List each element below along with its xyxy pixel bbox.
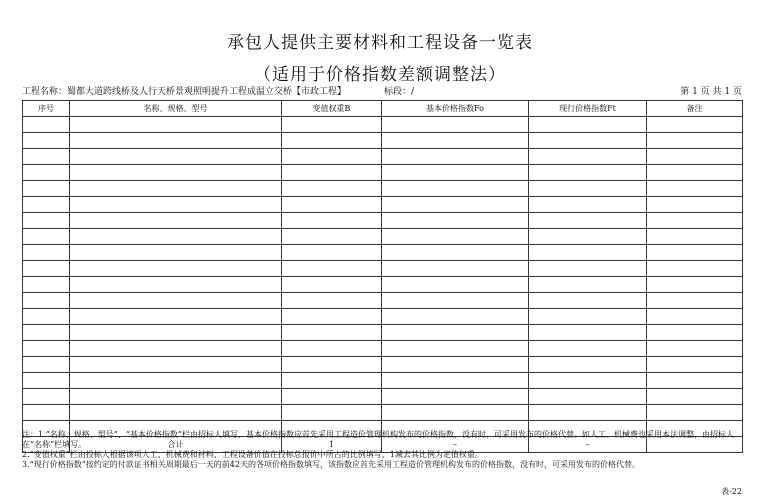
table-cell	[529, 405, 647, 421]
table-cell	[282, 325, 382, 341]
table-cell	[382, 149, 529, 165]
table-cell	[529, 133, 647, 149]
table-cell	[382, 261, 529, 277]
table-cell	[23, 309, 70, 325]
table-cell	[529, 341, 647, 357]
table-cell	[70, 133, 282, 149]
table-cell	[529, 181, 647, 197]
table-cell	[70, 213, 282, 229]
table-cell	[647, 133, 743, 149]
table-row	[23, 245, 743, 261]
table-cell	[647, 149, 743, 165]
table-cell	[282, 357, 382, 373]
table-cell	[70, 165, 282, 181]
table-cell	[382, 213, 529, 229]
table-cell	[382, 325, 529, 341]
header-cell: 基本价格指数Fo	[382, 101, 529, 117]
table-cell	[282, 341, 382, 357]
table-cell	[382, 117, 529, 133]
table-cell	[647, 325, 743, 341]
table-cell	[382, 341, 529, 357]
table-cell	[647, 117, 743, 133]
total-label: 合计	[70, 437, 282, 453]
table-cell	[23, 181, 70, 197]
table-cell	[647, 357, 743, 373]
table-cell	[382, 293, 529, 309]
table-cell	[529, 309, 647, 325]
table-cell	[382, 181, 529, 197]
table-body	[23, 117, 743, 453]
table-cell	[647, 213, 743, 229]
table-cell	[282, 117, 382, 133]
table-cell	[70, 245, 282, 261]
table-cell	[382, 245, 529, 261]
table-cell	[70, 261, 282, 277]
table-row	[23, 373, 743, 389]
table-cell	[529, 197, 647, 213]
table-cell	[382, 357, 529, 373]
table-row	[23, 197, 743, 213]
table-cell	[70, 405, 282, 421]
project-name: 蜀都大道跨线桥及人行天桥景观照明提升工程成温立交桥【市政工程】	[67, 87, 347, 97]
table-cell	[23, 133, 70, 149]
table-row	[23, 293, 743, 309]
table-row	[23, 277, 743, 293]
table-cell	[529, 261, 647, 277]
table-cell	[282, 165, 382, 181]
table-cell	[529, 373, 647, 389]
table-cell	[282, 245, 382, 261]
table-cell	[382, 165, 529, 181]
note-3: 3.“现行价格指数”按约定的付款证书相关周期最后一天的前42天的各项价格指数填写，该指数应首先采用工程造价管理机构发布的价格指数，没有时，可采用发布的价格代替。	[22, 460, 640, 469]
table-cell	[529, 165, 647, 181]
table-row	[23, 389, 743, 405]
table-cell	[282, 181, 382, 197]
total-base-index: –	[382, 437, 529, 453]
title-line-2: （适用于价格指数差额调整法）	[254, 65, 506, 85]
table-cell	[282, 293, 382, 309]
table-cell	[23, 341, 70, 357]
section-label: 标段：/	[384, 87, 415, 97]
table-cell	[23, 357, 70, 373]
header-cell: 变值权重B	[282, 101, 382, 117]
header-cell: 序号	[23, 101, 70, 117]
table-cell	[647, 341, 743, 357]
table-cell	[70, 277, 282, 293]
table-cell	[23, 245, 70, 261]
table-cell	[282, 309, 382, 325]
table-cell	[282, 133, 382, 149]
table-cell	[282, 389, 382, 405]
table-cell	[647, 373, 743, 389]
table-cell	[282, 261, 382, 277]
table-cell	[529, 117, 647, 133]
table-cell	[70, 181, 282, 197]
table-cell	[382, 389, 529, 405]
table-row	[23, 149, 743, 165]
table-cell	[382, 229, 529, 245]
note-1: 注：1.“名称、规格、型号”、“基本价格指数”栏由招标人填写，基本价格指数应首先采用工程造价管理机构发布的价格指数，没有时，可采用发布的价格代替。如人工、机械费也采用本法调整，由招标人在“名称”栏填写。	[22, 430, 734, 449]
title-line-1: 承包人提供主要材料和工程设备一览表	[227, 33, 533, 53]
table-row	[23, 309, 743, 325]
table-cell	[647, 181, 743, 197]
notes	[22, 430, 744, 470]
header-cell: 现行价格指数Ft	[529, 101, 647, 117]
table-cell	[529, 293, 647, 309]
table-cell	[529, 389, 647, 405]
table-cell	[70, 293, 282, 309]
table-cell	[647, 405, 743, 421]
project-info	[22, 84, 346, 97]
table-cell	[282, 277, 382, 293]
table-cell	[382, 277, 529, 293]
table-cell	[23, 149, 70, 165]
table-cell	[70, 389, 282, 405]
table-cell	[382, 373, 529, 389]
table-cell	[23, 293, 70, 309]
table-cell	[529, 277, 647, 293]
table-cell	[23, 389, 70, 405]
table-cell	[647, 197, 743, 213]
table-cell	[70, 357, 282, 373]
table-cell	[529, 245, 647, 261]
table-cell	[23, 213, 70, 229]
table-row	[23, 405, 743, 421]
table-cell	[282, 229, 382, 245]
table-cell	[282, 213, 382, 229]
table-cell	[70, 149, 282, 165]
table-cell	[23, 373, 70, 389]
table-cell	[282, 373, 382, 389]
table-row	[23, 133, 743, 149]
page-code: 表-22	[721, 487, 742, 496]
project-label: 工程名称：	[22, 87, 68, 97]
header-cell: 备注	[647, 101, 743, 117]
table-cell	[647, 277, 743, 293]
table-cell	[529, 325, 647, 341]
table-row	[23, 229, 743, 245]
table-cell	[23, 261, 70, 277]
table-cell	[382, 309, 529, 325]
table-cell	[70, 197, 282, 213]
table-cell	[70, 373, 282, 389]
table-cell	[23, 277, 70, 293]
total-current-index: –	[529, 437, 647, 453]
table-cell	[23, 117, 70, 133]
table-cell	[23, 165, 70, 181]
table-row	[23, 261, 743, 277]
table-cell	[70, 341, 282, 357]
table-cell	[282, 405, 382, 421]
table-row	[23, 325, 743, 341]
table-cell	[647, 389, 743, 405]
table-row	[23, 117, 743, 133]
table-cell	[647, 245, 743, 261]
table-cell	[382, 405, 529, 421]
table-cell	[647, 309, 743, 325]
table-cell	[70, 117, 282, 133]
table-cell	[23, 325, 70, 341]
table-cell	[382, 197, 529, 213]
table-cell	[282, 197, 382, 213]
materials-table	[22, 100, 743, 453]
table-cell	[382, 133, 529, 149]
table-row	[23, 341, 743, 357]
table-cell	[529, 213, 647, 229]
page-number: 第 1 页 共 1 页	[680, 87, 742, 97]
table-cell	[647, 261, 743, 277]
header-cell: 名称、规格、型号	[70, 101, 282, 117]
table-cell	[529, 229, 647, 245]
table-cell	[529, 149, 647, 165]
table-cell	[282, 149, 382, 165]
table-row	[23, 357, 743, 373]
table-row	[23, 165, 743, 181]
header-row	[23, 101, 743, 117]
table-cell	[23, 405, 70, 421]
table-cell	[70, 229, 282, 245]
note-2: 2.“变值权重”栏由投标人根据该项人工、机械费和材料、工程设备价值在投标总报价中所占的比例填写，1减去其比例为定值权重。	[22, 450, 483, 459]
table-row	[23, 181, 743, 197]
total-weight: 1	[282, 437, 382, 453]
table-cell	[647, 165, 743, 181]
table-row	[23, 213, 743, 229]
table-cell	[529, 357, 647, 373]
table-cell	[70, 309, 282, 325]
table-cell	[647, 229, 743, 245]
table-cell	[23, 229, 70, 245]
table-cell	[23, 197, 70, 213]
table-cell	[70, 325, 282, 341]
table-cell	[647, 293, 743, 309]
